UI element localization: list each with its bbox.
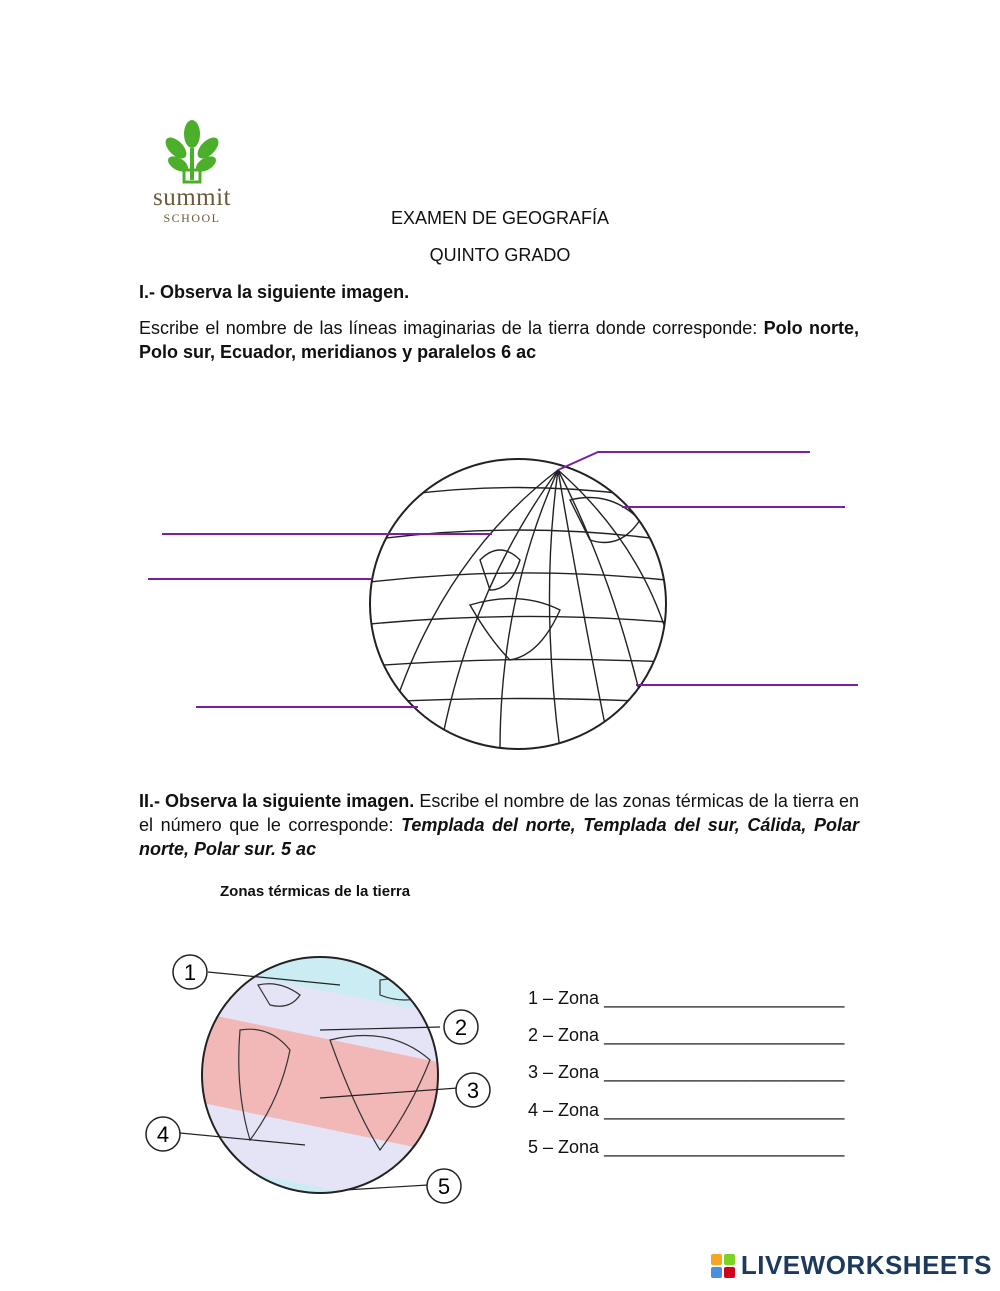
- callout-5: [427, 1169, 461, 1203]
- callout-3-number: 3: [466, 1078, 480, 1103]
- callout-1: [173, 955, 207, 989]
- zone-row-3: [528, 1062, 844, 1083]
- logo-subtitle: SCHOOL: [163, 211, 221, 225]
- zone-row-4: [528, 1100, 844, 1121]
- section2-instruction: [139, 789, 859, 861]
- section2-heading: II.- Observa la siguiente imagen.: [139, 791, 415, 811]
- section1-instruction-text: Escribe el nombre de las líneas imaginarias de la tierra donde corresponde:: [139, 318, 764, 338]
- callout-2: [444, 1010, 478, 1044]
- callout-4-number: 4: [156, 1122, 170, 1147]
- label-line-north-pole: [558, 452, 810, 470]
- zone-answer-blank-4[interactable]: ________________________: [604, 1100, 845, 1120]
- thermal-zones-figure: [140, 950, 500, 1210]
- logo-word: summit: [152, 184, 231, 211]
- callout-4: [146, 1117, 180, 1151]
- plant-logo-icon: [138, 118, 246, 184]
- page-title: EXAMEN DE GEOGRAFÍA: [390, 208, 610, 228]
- zone-answer-blank-5[interactable]: ________________________: [604, 1137, 845, 1157]
- callout-1-number: 1: [183, 960, 197, 985]
- zone-label-1: 1 – Zona: [528, 988, 600, 1008]
- callout-2-number: 2: [454, 1015, 468, 1040]
- section1-instruction-bold: Polo norte, Polo sur, Ecuador, meridianos y paralelos 6 ac: [139, 318, 859, 362]
- zone-row-2: [528, 1025, 844, 1046]
- section2-instruction-bold: Templada del norte, Templada del sur, Cálida, Polar norte, Polar sur. 5 ac: [139, 815, 859, 859]
- globe-imaginary-lines-figure: [140, 440, 870, 750]
- zone-row-1: [528, 988, 844, 1009]
- zone-answer-blank-3[interactable]: ________________________: [604, 1062, 845, 1082]
- section1-instruction: [139, 316, 859, 364]
- zone-answer-blank-2[interactable]: ________________________: [604, 1025, 845, 1045]
- zone-answer-blank-1[interactable]: ________________________: [604, 988, 845, 1008]
- zone-label-5: 5 – Zona: [528, 1137, 600, 1157]
- zone-label-4: 4 – Zona: [528, 1100, 600, 1120]
- section1-heading: I.- Observa la siguiente imagen.: [139, 282, 410, 302]
- zone-row-5: [528, 1137, 844, 1158]
- callout-5-number: 5: [437, 1174, 451, 1199]
- callout-3: [456, 1073, 490, 1107]
- liveworksheets-text: LIVEWORKSHEETS: [740, 1250, 992, 1280]
- zone-label-2: 2 – Zona: [528, 1025, 600, 1045]
- liveworksheets-brand: [711, 1250, 992, 1281]
- page-subtitle: QUINTO GRADO: [429, 245, 571, 265]
- section2-instruction-text: Escribe el nombre de las zonas térmicas de la tierra en el número que le corresponde:: [139, 791, 859, 835]
- liveworksheets-logo-icon: [711, 1254, 735, 1278]
- zone-label-3: 3 – Zona: [528, 1062, 600, 1082]
- thermal-zones-title: Zonas térmicas de la tierra: [220, 883, 411, 900]
